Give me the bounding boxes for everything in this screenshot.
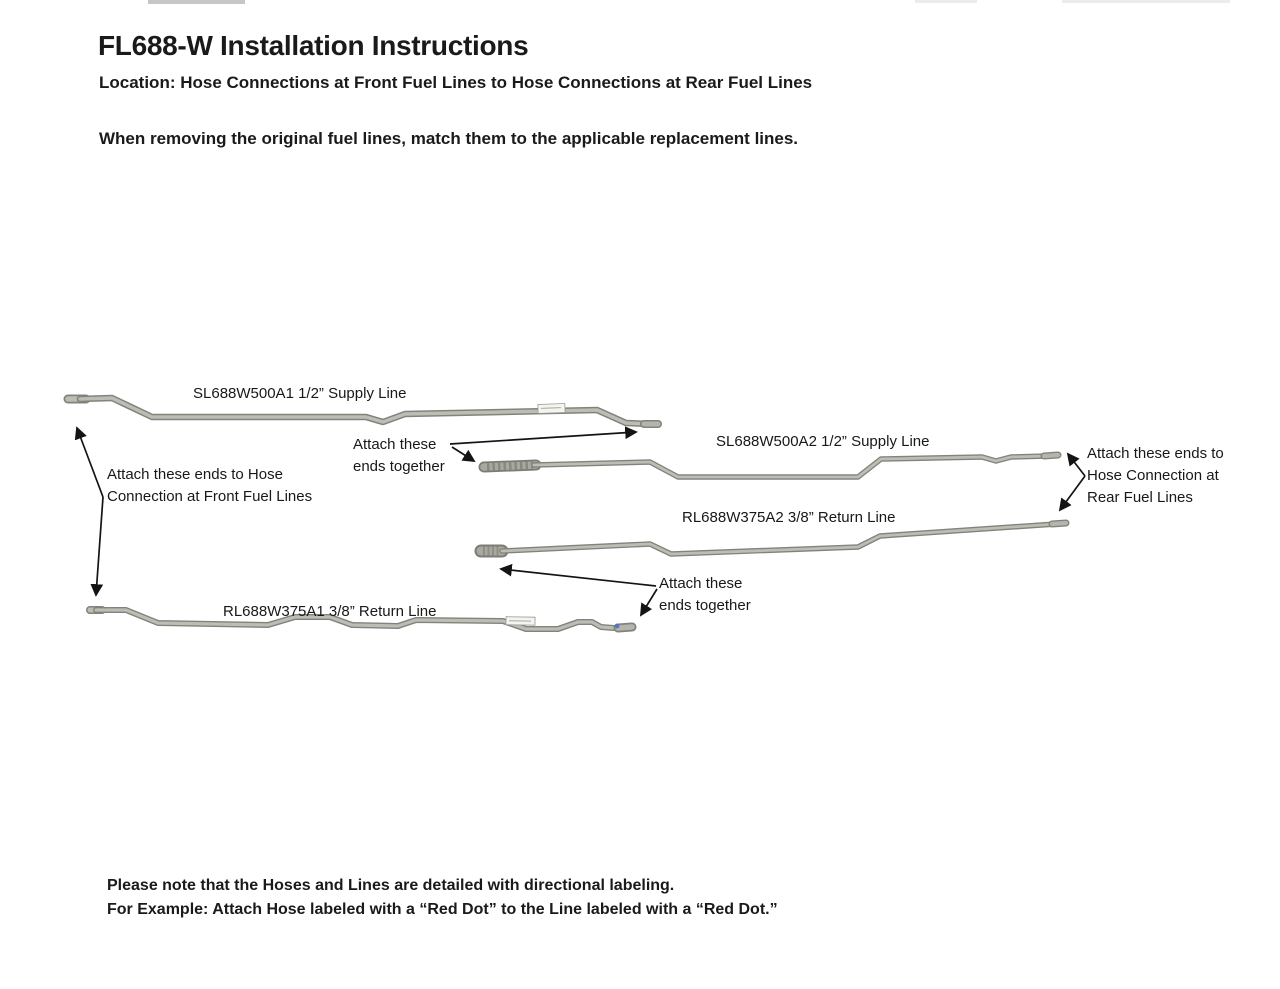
arrow-to-supply-a2-end [452, 447, 474, 461]
line-tag [506, 617, 535, 626]
location-subtitle: Location: Hose Connections at Front Fuel Lines to Hose Connections at Rear Fuel Lines [99, 73, 813, 92]
label-supply-line-a2: SL688W500A2 1/2” Supply Line [716, 433, 930, 450]
page-title: FL688-W Installation Instructions [98, 30, 529, 61]
instruction-text: When removing the original fuel lines, match them to the applicable replacement lines. [99, 129, 799, 148]
annotation-rear-connection [1087, 443, 1224, 509]
arrow-to-supply-a1-end [450, 432, 636, 444]
annotation-line: Rear Fuel Lines [1087, 489, 1193, 506]
fuel-line-RL688W375A2 [481, 523, 1066, 554]
blue-direction-dot [615, 624, 620, 629]
label-return-line-a1: RL688W375A1 3/8” Return Line [223, 603, 437, 620]
arrow-to-return-a2-end [501, 569, 656, 586]
annotation-line: ends together [659, 597, 751, 614]
line-tag [538, 404, 565, 414]
label-supply-line-a1: SL688W500A1 1/2” Supply Line [193, 385, 407, 402]
label-return-line-a2: RL688W375A2 3/8” Return Line [682, 509, 896, 526]
annotation-line: Attach these [659, 575, 743, 592]
arrow-to-rear-return-end [1060, 476, 1085, 510]
footnote-line-1: Please note that the Hoses and Lines are detailed with directional labeling. [107, 877, 675, 894]
braid-texture [487, 465, 533, 467]
annotation-line: Attach these ends to [1087, 445, 1224, 462]
annotation-line: Hose Connection at [1087, 467, 1219, 484]
footnote-line-2: For Example: Attach Hose labeled with a “Red Dot” to the Line labeled with a “Red Dot.” [107, 901, 778, 918]
annotation-line: Attach these [353, 436, 437, 453]
annotation-attach-together-bottom [659, 573, 751, 617]
annotation-line: Attach these ends to Hose [107, 466, 283, 483]
annotation-attach-together-top [353, 434, 445, 478]
annotation-front-connection [107, 464, 312, 508]
fuel-line-SL688W500A2 [484, 455, 1058, 477]
arrow-to-rear-supply-end [1068, 454, 1085, 476]
arrow-to-front-end-return [96, 497, 103, 595]
annotation-line: Connection at Front Fuel Lines [107, 488, 313, 505]
arrow-to-front-end-supply [77, 428, 103, 497]
annotation-line: ends together [353, 458, 445, 475]
arrow-to-return-a1-end [641, 589, 657, 615]
